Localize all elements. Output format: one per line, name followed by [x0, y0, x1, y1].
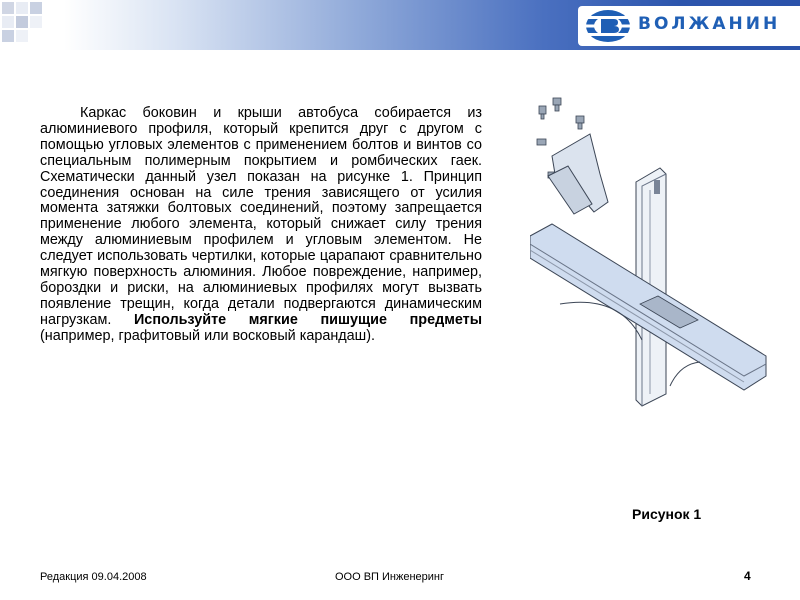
- brand-logo: [578, 6, 800, 46]
- volzhanin-logo-icon: [584, 8, 632, 44]
- page-number: 4: [744, 569, 751, 583]
- footer-edition: Редакция 09.04.2008: [40, 571, 147, 583]
- figure-caption: Рисунок 1: [632, 506, 702, 522]
- paragraph-text: Каркас боковин и крыши автобуса собирается из алюминиевого профиля, который крепится друг с другом с помощью угловых элементов с применением болтов и винтов со специальным полимерным покрытием и ромбических гаек. Схематически данный узел показан на рисунке 1. Принцип соединения основан на силе трения зависящего от усилия момента затяжки болтовых соединений, поэтому запрещается применение любого элемента, который снижает силу трения между алюминиевым профилем и угловым элементом. Не следует использовать чертилки, которые царапают сравнительно мягкую поверхность алюминия. Любое повреждение, например, бороздки и риски, на алюминиевых профилях могут вызвать появление трещин, когда детали подвергаются динамическим нагрузкам.: [40, 105, 482, 328]
- main-paragraph: [40, 106, 482, 345]
- decorative-squares: [0, 0, 60, 50]
- aluminium-profile-joint-illustration: [530, 94, 780, 414]
- paragraph-tail: (например, графитовый или восковый карандаш).: [40, 327, 376, 344]
- brand-name: ВОЛЖАНИН: [638, 14, 781, 34]
- paragraph-emphasis: Используйте мягкие пишущие предметы: [133, 311, 483, 328]
- header-bar: [0, 0, 800, 50]
- footer-company: ООО ВП Инженеринг: [335, 571, 445, 583]
